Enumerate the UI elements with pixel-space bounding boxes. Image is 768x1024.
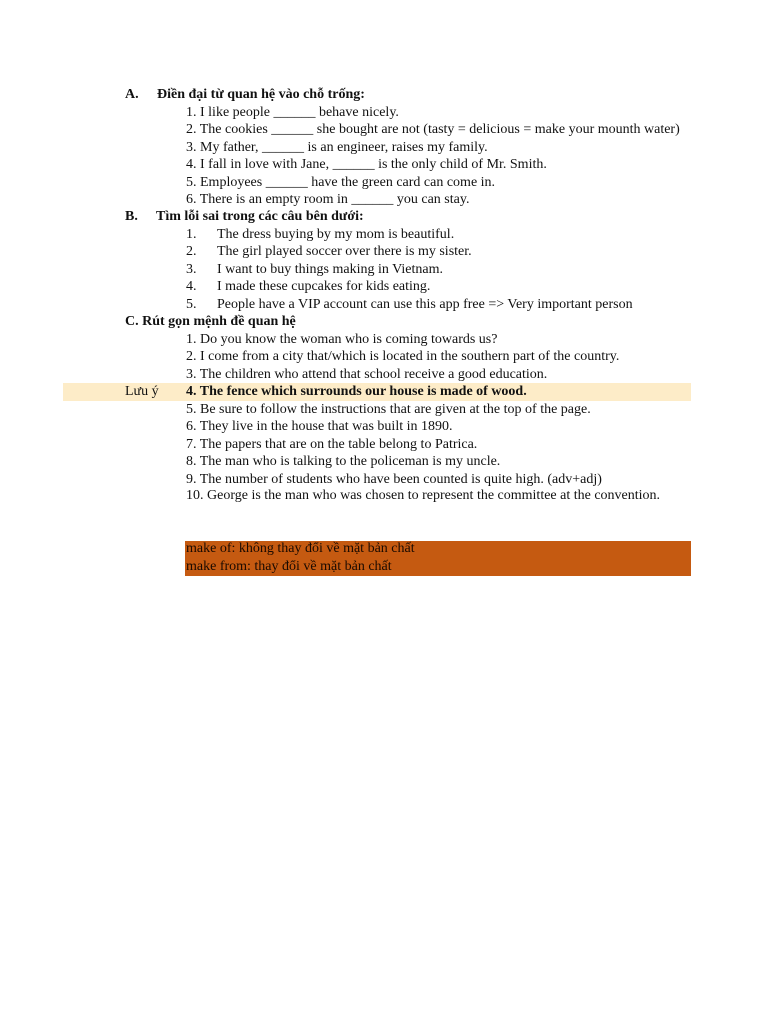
section-c-item [0,348,768,366]
note-box-line [0,540,768,558]
section-a-letter: A. [125,87,139,102]
section-a-item [0,156,768,174]
section-c-item [0,471,768,489]
section-c-item-text: 3. The children who attend that school receive a good education. [186,366,548,382]
section-c-title: C. Rút gọn mệnh đề quan hệ [125,314,296,329]
section-a-item [0,174,768,192]
section-a-item-text: 2. The cookies ______ she bought are not (tasty = delicious = make your mounth water) [186,122,680,137]
section-c-item-text: 7. The papers that are on the table belong to Patrica. [186,436,478,452]
section-a-item [0,104,768,122]
section-b-item-number: 4. [186,279,197,294]
note-label: Lưu ý [125,384,159,399]
section-b-item-number: 5. [186,296,197,312]
section-a-item [0,191,768,209]
section-c-item-text: 1. Do you know the woman who is coming towards us? [186,331,498,347]
section-b-item [0,296,768,314]
note-box-line [0,558,768,576]
section-c-item [0,418,768,436]
section-c-item-text: 9. The number of students who have been counted is quite high. (adv+adj) [186,471,602,487]
section-c-item-text: 4. The fence which surrounds our house is made of wood. [186,384,527,399]
section-c-heading [0,313,768,331]
section-c-item [0,331,768,349]
note-box-text: make from: thay đổi về mặt bản chất [186,558,392,574]
section-c-item-text: 2. I come from a city that/which is located in the southern part of the country. [186,349,620,364]
section-b-item-text: I made these cupcakes for kids eating. [217,279,431,294]
section-a-item-text: 3. My father, ______ is an engineer, raises my family. [186,139,488,155]
section-a-item-text: 6. There is an empty room in ______ you can stay. [186,192,470,207]
section-c-item [0,401,768,419]
section-c-item-text: 6. They live in the house that was built in 1890. [186,419,453,434]
section-b-item [0,226,768,244]
section-b-item-text: The dress buying by my mom is beautiful. [217,226,455,242]
section-a-item [0,139,768,157]
section-a-heading [0,86,768,104]
section-c-item [0,366,768,384]
note-box-text: make of: không thay đổi về mặt bản chất [186,541,415,556]
section-c-item-text: 10. George is the man who was chosen to represent the committee at the convention. [186,488,661,503]
section-c-item [0,453,768,471]
section-b-item-text: People have a VIP account can use this app free => Very important person [217,296,633,312]
section-c-item [0,436,768,454]
section-c-item-text: 5. Be sure to follow the instructions that are given at the top of the page. [186,401,591,417]
section-b-title: Tìm lỗi sai trong các câu bên dưới: [156,209,364,224]
section-b-item [0,261,768,279]
section-b-item [0,278,768,296]
section-a-item-text: 5. Employees ______ have the green card can come in. [186,174,496,190]
section-b-item-text: I want to buy things making in Vietnam. [217,261,443,277]
section-c-item [0,487,768,505]
section-c-item-highlighted [0,383,768,401]
section-b-item-text: The girl played soccer over there is my sister. [217,244,472,259]
section-b-item [0,243,768,261]
section-b-item-number: 2. [186,244,197,259]
section-b-item-number: 3. [186,261,197,277]
section-b-item-number: 1. [186,226,197,242]
section-a-title: Điền đại từ quan hệ vào chỗ trống: [157,87,365,102]
section-a-item [0,121,768,139]
section-b-letter: B. [125,209,138,224]
section-a-item-text: 1. I like people ______ behave nicely. [186,104,399,120]
section-a-item-text: 4. I fall in love with Jane, ______ is the only child of Mr. Smith. [186,157,547,172]
section-b-heading [0,208,768,226]
section-c-item-text: 8. The man who is talking to the policeman is my uncle. [186,454,501,469]
